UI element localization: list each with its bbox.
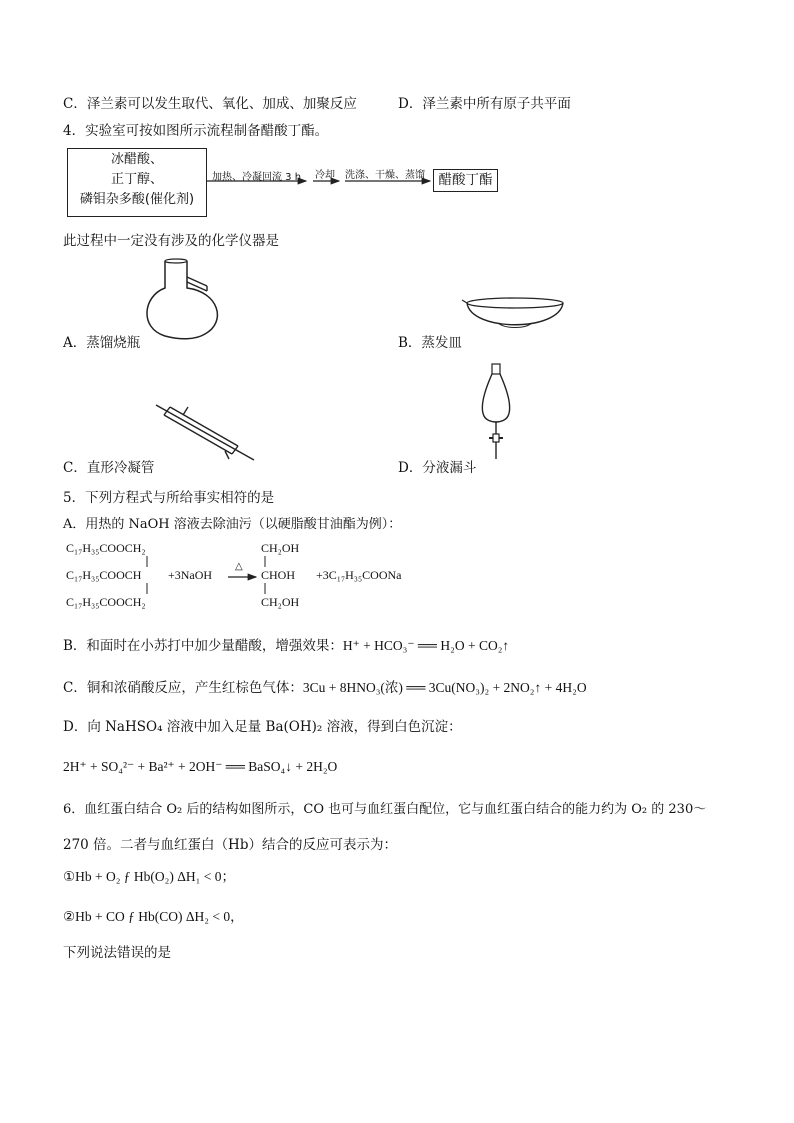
q4-option-c: C．直形冷凝管 bbox=[63, 460, 155, 476]
separatory-funnel-icon bbox=[476, 362, 516, 462]
q4-option-a: A．蒸馏烧瓶 bbox=[63, 335, 141, 351]
q5-stem: 5．下列方程式与所给事实相符的是 bbox=[63, 490, 275, 506]
q5-option-a: A．用热的 NaOH 溶液去除油污（以硬脂酸甘油酯为例）： bbox=[63, 517, 402, 532]
flow-step2-label: 冷却 bbox=[315, 170, 335, 181]
q5-c-equation: 3Cu + 8HNO₃(浓) ══ 3Cu(NO₃)₂ + 2NO₂↑ + 4H₂O bbox=[302, 680, 587, 695]
q5-option-c bbox=[63, 676, 587, 696]
q4-option-d: D．分液漏斗 bbox=[398, 460, 477, 476]
flow-step1-label: 加热、冷凝回流 3 h bbox=[212, 172, 302, 183]
q5-c-text: C．铜和浓硝酸反应，产生红棕色气体： bbox=[63, 680, 303, 696]
reagent-2: 正丁醇、 bbox=[110, 172, 163, 187]
eq-heat-condition: △ bbox=[235, 561, 243, 572]
q6-question: 下列说法错误的是 bbox=[63, 945, 171, 961]
q5-option-b bbox=[63, 634, 509, 654]
q4-option-b: B．蒸发皿 bbox=[398, 335, 462, 351]
eq-reactant-row2: C₁₇H₃₅COOCH bbox=[66, 568, 142, 582]
distillation-flask-icon bbox=[135, 258, 255, 338]
eq-product-row1: CH₂OH bbox=[261, 541, 300, 555]
q5-b-text: B．和面时在小苏打中加少量醋酸，增强效果： bbox=[63, 638, 343, 654]
q5-option-d: D．向 NaHSO₄ 溶液中加入足量 Ba(OH)₂ 溶液，得到白色沉淀： bbox=[63, 719, 462, 735]
eq-reactant-row3: C₁₇H₃₅COOCH₂ bbox=[66, 595, 146, 609]
q6-stem-line2: 270 倍。二者与血红蛋白（Hb）结合的反应可表示为： bbox=[63, 837, 397, 853]
product-box: 醋酸丁酯 bbox=[433, 169, 498, 192]
product-bonds bbox=[262, 554, 282, 614]
q3-option-d: D．泽兰素中所有原子共平面 bbox=[398, 96, 571, 112]
q5-d-equation: 2H⁺ + SO₄²⁻ + Ba²⁺ + 2OH⁻ ══ BaSO₄↓ + 2H₂O bbox=[63, 759, 338, 774]
q6-stem-line1: 6．血红蛋白结合 O₂ 后的结构如图所示，CO 也可与血红蛋白配位，它与血红蛋白结合的能力约为 O₂ 的 230～ bbox=[63, 802, 707, 817]
eq-naoh: +3NaOH bbox=[168, 568, 213, 582]
eq-product-row2: CHOH bbox=[261, 568, 296, 582]
evaporating-dish-icon bbox=[465, 296, 575, 346]
q4-question: 此过程中一定没有涉及的化学仪器是 bbox=[63, 233, 279, 249]
eq-soap: +3C₁₇H₃₅COONa bbox=[316, 568, 402, 582]
q3-option-c: C．泽兰素可以发生取代、氧化、加成、加聚反应 bbox=[63, 96, 357, 112]
q6-equation-2: ②Hb + CO ƒ Hb(CO) ΔH₂ < 0， bbox=[63, 909, 244, 924]
reagent-1: 冰醋酸、 bbox=[110, 152, 163, 167]
q5-b-equation: H⁺ + HCO₃⁻ ══ H₂O + CO₂↑ bbox=[342, 638, 510, 653]
q4-stem: 4．实验室可按如图所示流程制备醋酸丁酯。 bbox=[63, 123, 329, 139]
q6-equation-1: ①Hb + O₂ ƒ Hb(O₂) ΔH₁ < 0； bbox=[63, 869, 235, 884]
eq-product-row3: CH₂OH bbox=[261, 595, 300, 609]
liebig-condenser-icon bbox=[150, 401, 260, 461]
reagent-3: 磷钼杂多酸(催化剂) bbox=[79, 192, 195, 207]
eq-reactant-row1: C₁₇H₃₅COOCH₂ bbox=[66, 541, 146, 555]
flow-step3-label: 洗涤、干燥、蒸馏 bbox=[345, 170, 425, 181]
reactant-bonds bbox=[144, 554, 164, 614]
